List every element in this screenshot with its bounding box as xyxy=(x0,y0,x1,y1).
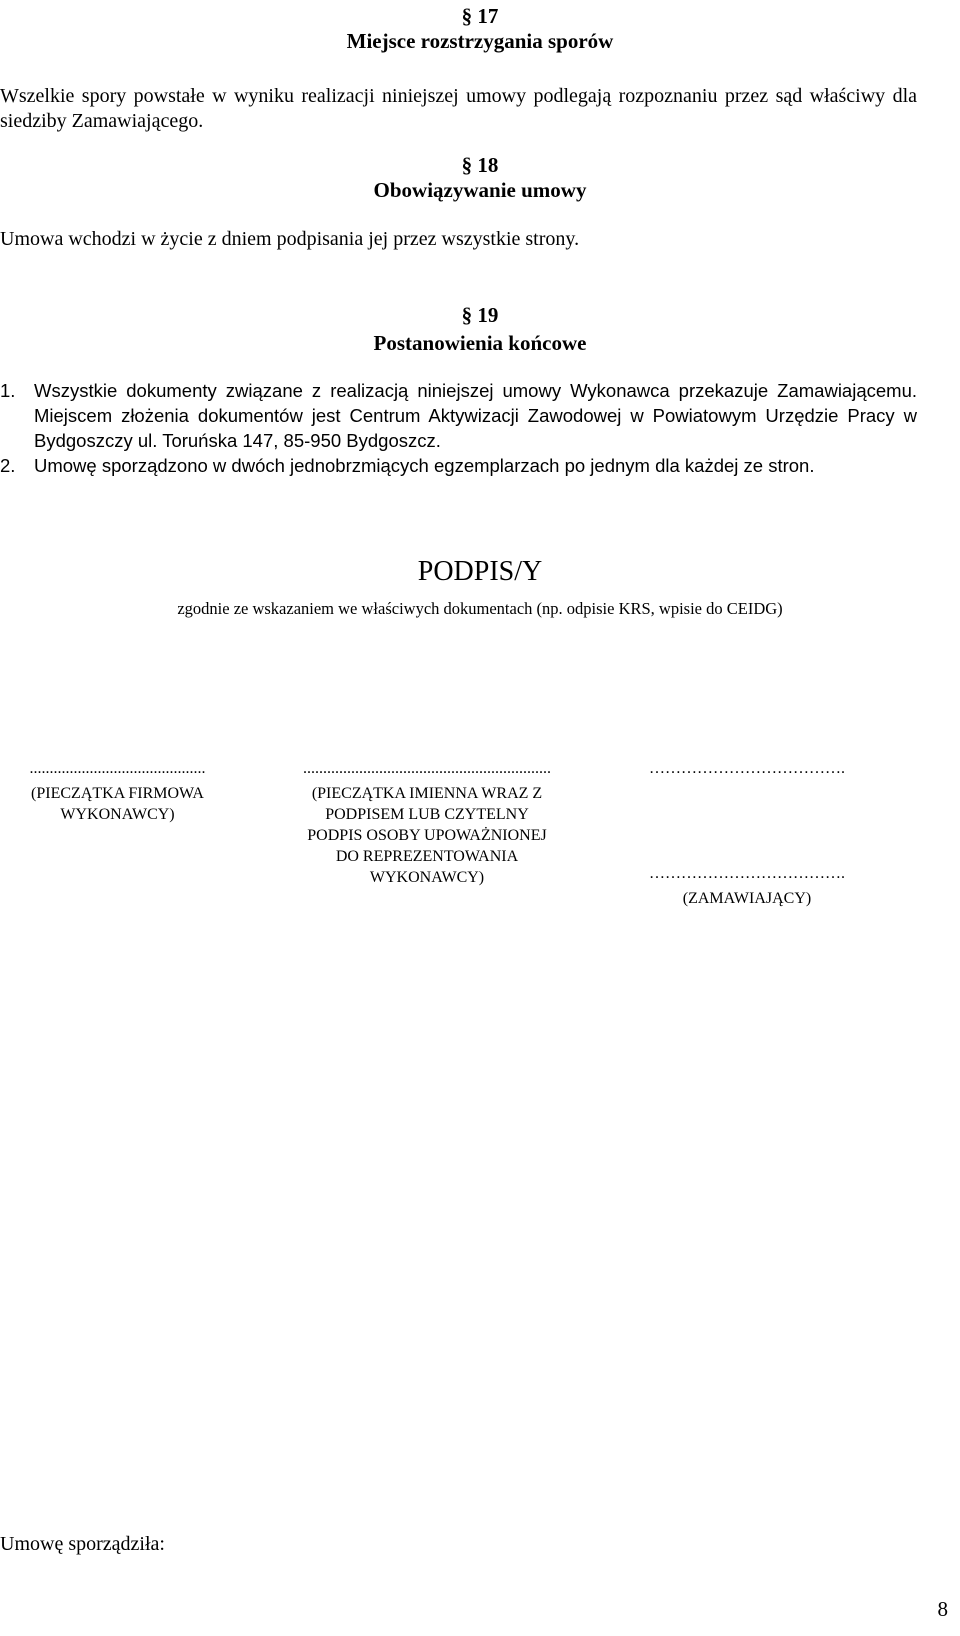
list-item xyxy=(0,378,917,453)
company-stamp-label: (PIECZĄTKA FIRMOWA WYKONAWCY) xyxy=(31,785,204,823)
section-19-list xyxy=(0,378,917,478)
prepared-by: Umowę sporządziła: xyxy=(0,1533,165,1555)
list-item-number: 2. xyxy=(0,455,16,476)
signatures-subheading: zgodnie ze wskazaniem we właściwych dokumentach (np. odpisie KRS, wpisie do CEIDG) xyxy=(177,599,783,618)
list-item xyxy=(0,453,917,478)
personal-signature-line: .............................................................. xyxy=(303,760,551,777)
client-signature-line: ………………………………. xyxy=(649,865,845,882)
section-17-heading: Miejsce rozstrzygania sporów xyxy=(346,29,614,53)
client-stamp-label: (ZAMAWIAJĄCY) xyxy=(682,890,812,907)
signatures-heading: PODPIS/Y xyxy=(417,556,543,587)
page-number: 8 xyxy=(937,1597,948,1621)
right-top-line: ………………………………. xyxy=(649,760,845,777)
section-18-body: Umowa wchodzi w życie z dniem podpisania jej przez wszystkie strony. xyxy=(0,228,580,250)
personal-stamp-label: (PIECZĄTKA IMIENNA WRAZ Z PODPISEM LUB CZYTELNY PODPIS OSOBY UPOWAŻNIONEJ DO REPREZENTOWANIA WYKONAWCY) xyxy=(307,785,547,886)
section-19-number: § 19 xyxy=(461,303,499,327)
client-signature-block xyxy=(612,863,882,909)
section-18-number: § 18 xyxy=(461,153,499,177)
personal-stamp-block xyxy=(262,758,592,888)
list-item-number: 1. xyxy=(0,380,16,401)
section-17-number: § 17 xyxy=(461,4,499,28)
list-item-text: Umowę sporządzono w dwóch jednobrzmiących egzemplarzach po jednym dla każdej ze stron. xyxy=(34,455,815,476)
company-stamp-block xyxy=(0,758,235,825)
list-item-text: Wszystkie dokumenty związane z realizacją niniejszej umowy Wykonawca przekazuje Zamawiającemu. Miejscem złożenia dokumentów jest Centrum Aktywizacji Zawodowej w Powiatowym Urzędzie Pracy w Bydgoszczy ul. Toruńska 147, 85-950 Bydgoszcz. xyxy=(34,380,917,451)
section-18-heading: Obowiązywanie umowy xyxy=(373,178,587,202)
section-19-heading: Postanowienia końcowe xyxy=(373,331,587,355)
section-17-body: Wszelkie spory powstałe w wyniku realizacji niniejszej umowy podlegają rozpoznaniu przez sąd właściwy dla siedziby Zamawiającego. xyxy=(0,85,917,132)
company-signature-line: ............................................ xyxy=(29,760,206,777)
